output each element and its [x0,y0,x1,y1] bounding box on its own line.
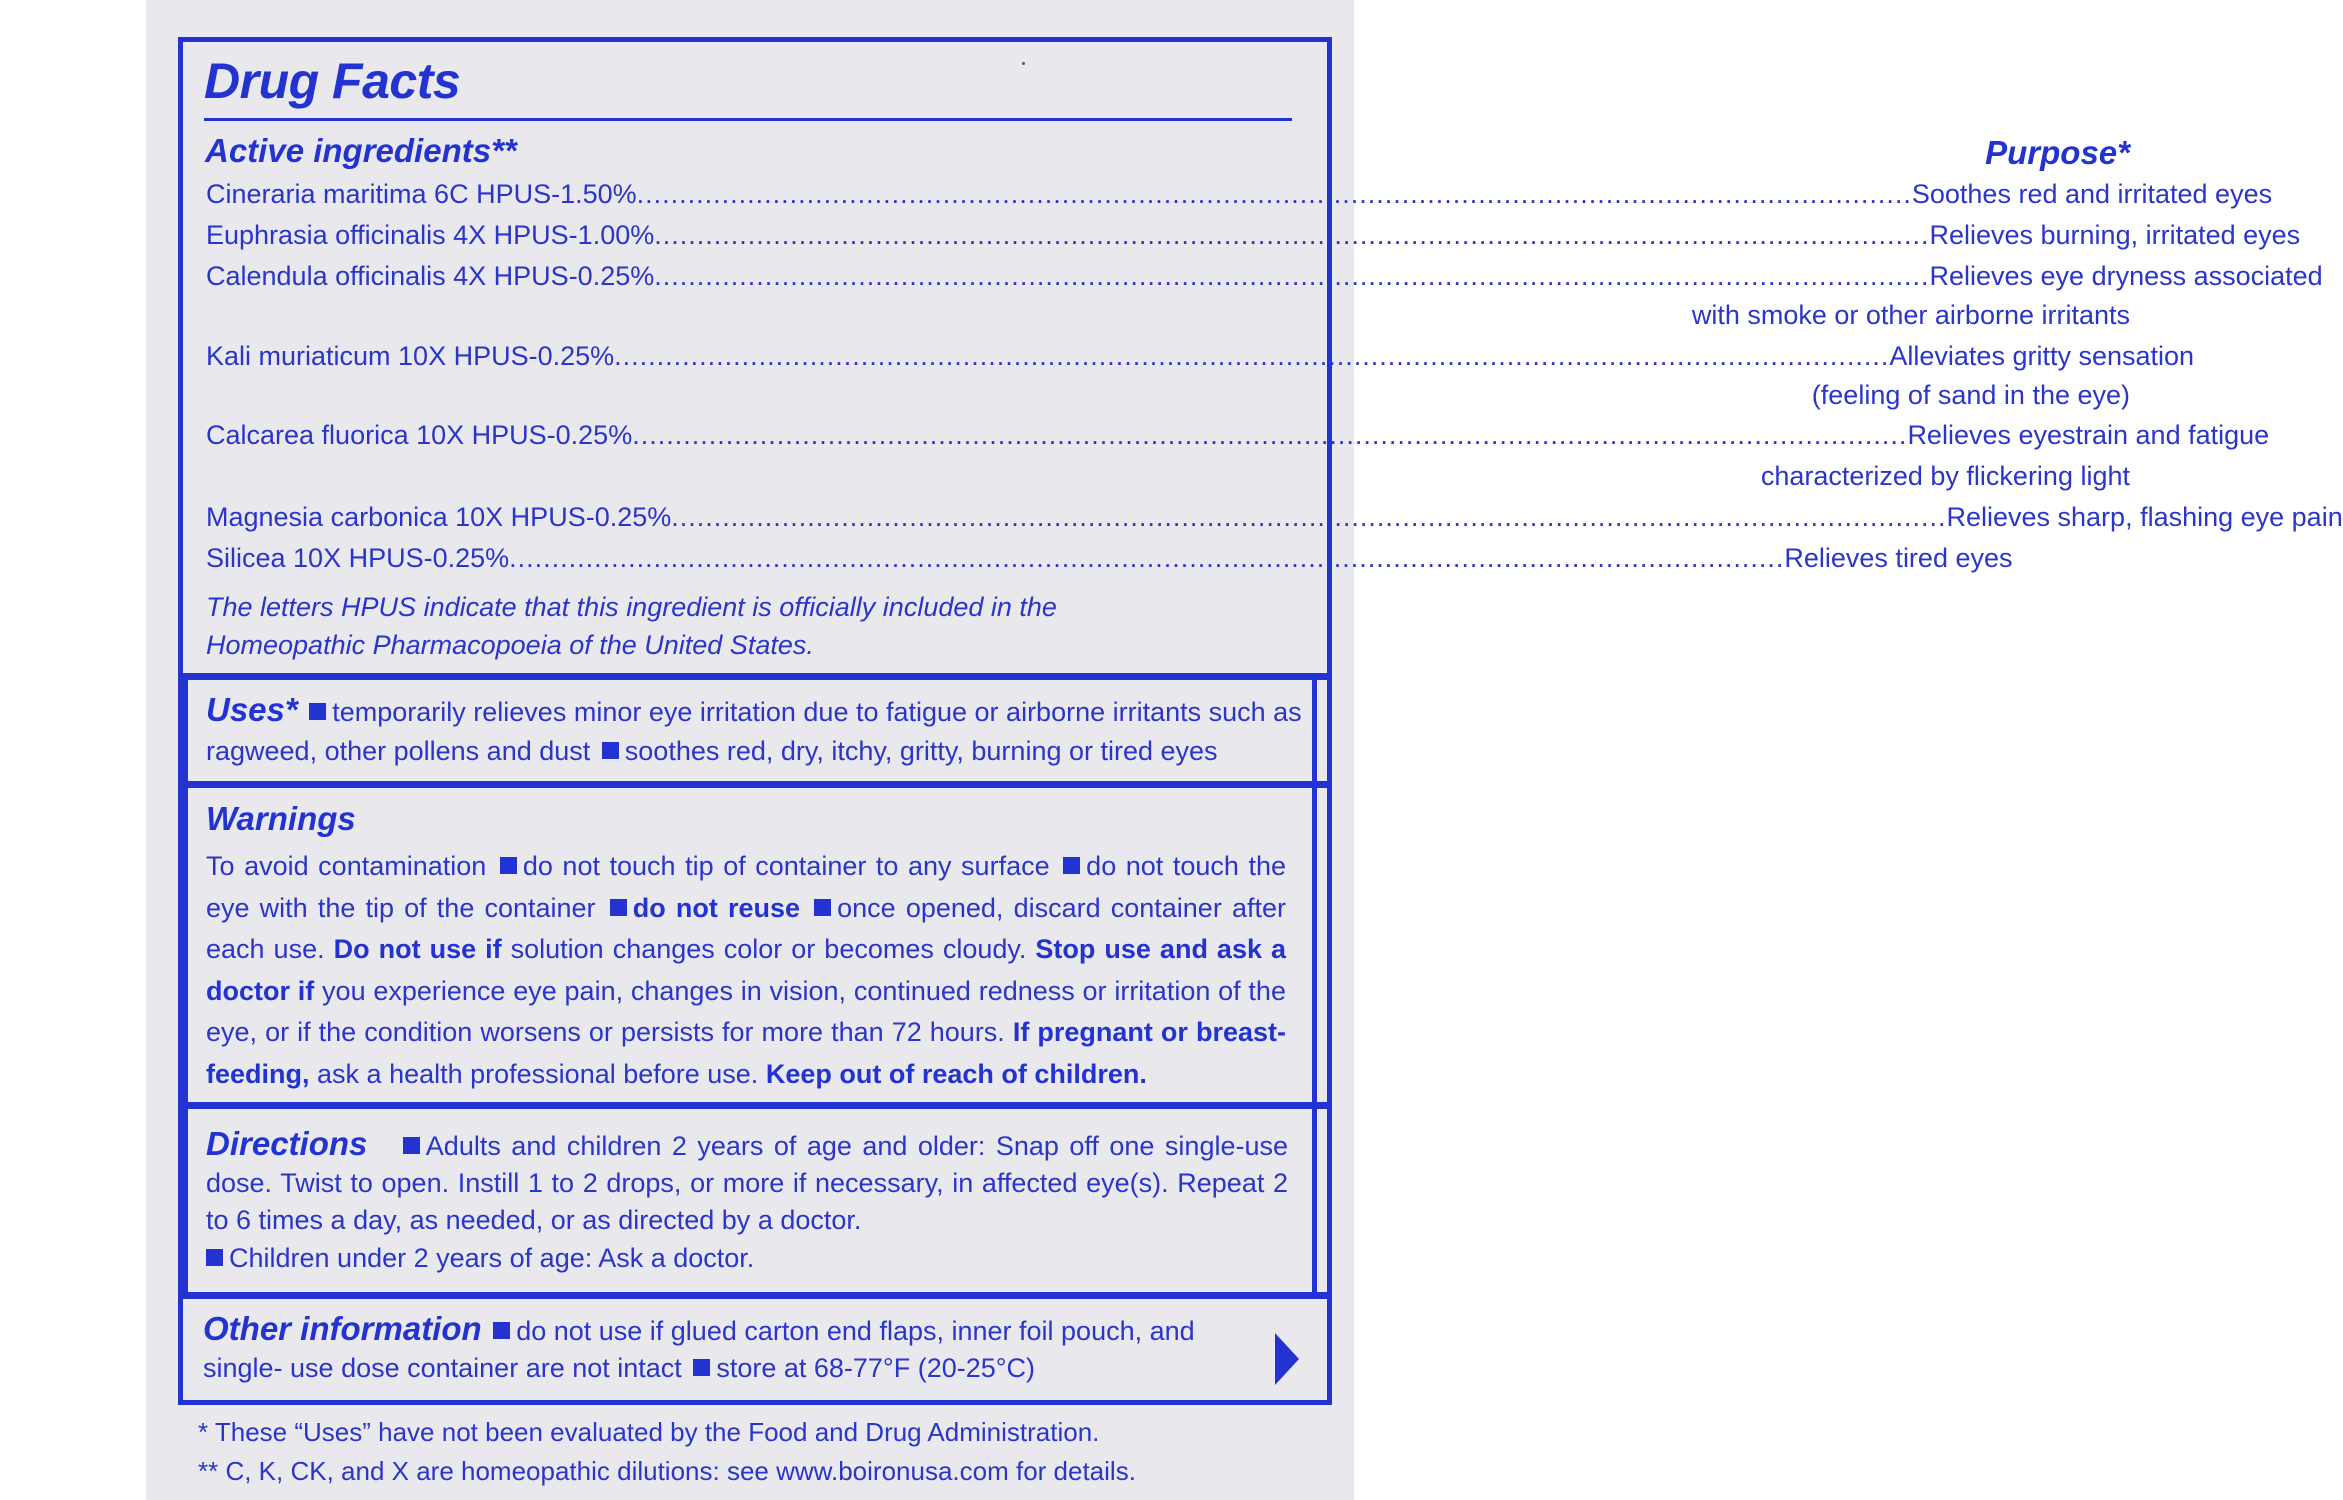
warnings-text [206,846,1286,1095]
bullet-square [493,1322,510,1339]
bullet-square [403,1137,420,1154]
ingredient-purpose: Relieves eye dryness associated [1929,261,2323,291]
continue-arrow-icon [1275,1333,1299,1385]
warnings-bold: Stop use and ask a doctor if [206,934,1286,1006]
print-speck [1022,62,1025,65]
other-information-item: do not use if glued carton end flaps, inner foil pouch, and single- use dose container are not intact [203,1316,1195,1383]
ingredient-row [206,415,2270,455]
ingredient-row [206,256,2323,296]
leader-dots: ...................................................................................................................................................... [614,341,1890,371]
ingredient-purpose: Relieves burning, irritated eyes [1929,220,2301,250]
ingredient-purpose-continued: (feeling of sand in the eye) [1811,380,2130,410]
leader-dots: ...................................................................................................................................................... [509,543,1785,573]
warnings-span: ask a health professional before use. [317,1058,759,1089]
ingredient-row [206,497,2343,537]
hpus-note-line: The letters HPUS indicate that this ingredient is officially included in the [206,592,1057,622]
page-title: Drug Facts [204,53,461,109]
section-divider [183,781,1327,788]
ingredient-row [206,215,2301,255]
bullet-square [500,857,517,874]
bullet-square [693,1359,710,1376]
warnings-bold: do not reuse [632,892,800,923]
other-information-header: Other information [203,1310,482,1347]
bullet-square [814,899,831,916]
ingredient-name: Euphrasia officinalis 4X HPUS-1.00% [206,220,655,250]
ingredient-name: Magnesia carbonica 10X HPUS-0.25% [206,502,672,532]
uses-item: soothes red, dry, itchy, gritty, burning or tired eyes [624,736,1218,766]
uses-section [206,690,1302,771]
active-ingredients-header: Active ingredients** [205,132,517,169]
directions-item-row [206,1240,1302,1277]
ingredient-name: Silicea 10X HPUS-0.25% [206,543,510,573]
warnings-bold: Keep out of reach of children. [765,1058,1147,1089]
ingredient-purpose: Relieves tired eyes [1784,543,2013,573]
uses-header: Uses* [206,691,298,728]
leader-dots: ...................................................................................................................................................... [632,420,1908,450]
warnings-span: solution changes color or becomes cloudy. [510,934,1027,964]
ingredient-name: Kali muriaticum 10X HPUS-0.25% [206,341,615,371]
directions-item: Children under 2 years of age: Ask a doctor. [229,1243,755,1273]
leader-dots: ...................................................................................................................................................... [654,261,1930,291]
bullet-square [1063,857,1080,874]
ingredient-purpose-continued: characterized by flickering light [1760,461,2130,491]
ingredient-row [206,336,2195,376]
warnings-header: Warnings [206,800,356,837]
warnings-span: do not touch tip of container to any surface [522,851,1050,881]
title-rule [204,118,1292,121]
uses-item: temporarily relieves minor eye irritation due to fatigue or airborne irritants such as ragweed, other pollens and dust [206,697,1302,766]
leader-dots: ...................................................................................................................................................... [671,502,1947,532]
ingredient-purpose: Soothes red and irritated eyes [1911,179,2273,209]
warnings-span: do not touch the eye with the tip of the container [206,851,1286,923]
bullet-square [602,742,619,759]
ingredient-name: Calendula officinalis 4X HPUS-0.25% [206,261,655,291]
ingredient-purpose: Relieves sharp, flashing eye pain [1946,502,2343,532]
directions-item: Adults and children 2 years of age and older: Snap off one single-use dose. Twist to open. Instill 1 to 2 drops, or more if necessary, in affected eye(s). Repeat 2 to 6 times a day, as needed, or as directed by a doctor. [206,1131,1288,1235]
directions-header: Directions [206,1125,368,1162]
ingredient-name: Calcarea fluorica 10X HPUS-0.25% [206,420,633,450]
leader-dots: ...................................................................................................................................................... [636,179,1912,209]
hpus-note [206,588,1296,664]
ingredient-name: Cineraria maritima 6C HPUS-1.50% [206,179,637,209]
bullet-square [206,1249,223,1266]
leader-dots: ...................................................................................................................................................... [654,220,1930,250]
other-information-section [203,1310,1243,1387]
other-information-item: store at 68-77°F (20-25°C) [716,1353,1036,1383]
bullet-square [309,703,326,720]
ingredient-purpose: Alleviates gritty sensation [1889,341,2195,371]
footnote: * These “Uses” have not been evaluated by the Food and Drug Administration. [198,1417,1100,1447]
directions-section [206,1125,1288,1239]
warnings-span: once opened, discard container after each use. [206,892,1286,964]
ingredient-purpose-continued: with smoke or other airborne irritants [1691,300,2130,330]
warnings-bold: Do not use if [333,934,502,964]
footnote: ** C, K, CK, and X are homeopathic dilutions: see www.boironusa.com for details. [198,1456,1136,1486]
section-divider [183,1102,1327,1109]
warnings-span: you experience eye pain, changes in vision, continued redness or irritation of the eye, or if the condition worsens or persists for more than 72 hours. [206,975,1286,1047]
section-divider [183,673,1327,680]
purpose-header: Purpose* [1985,134,2130,171]
ingredient-purpose: Relieves eyestrain and fatigue [1907,420,2270,450]
section-divider [183,1292,1327,1299]
ingredient-row [206,538,2013,578]
warnings-bold: If pregnant or breast-feeding, [206,1017,1286,1089]
bullet-square [610,899,627,916]
warnings-span: To avoid contamination [206,851,487,881]
ingredient-row [206,174,2273,214]
hpus-note-line: Homeopathic Pharmacopoeia of the United States. [206,630,814,660]
